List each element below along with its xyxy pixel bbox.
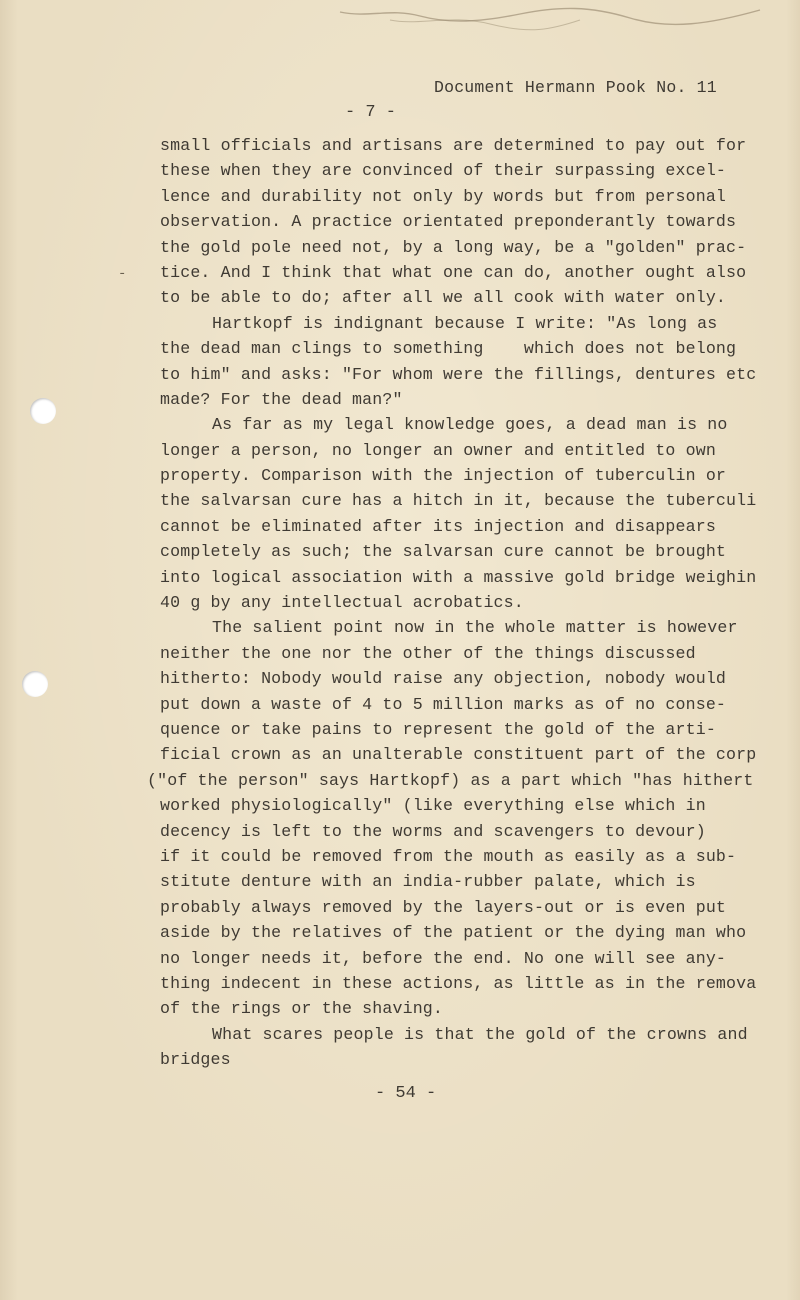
body-line: property. Comparison with the injection of tuberculin or — [160, 466, 727, 486]
body-line: into logical association with a massive gold bridge weighin — [160, 567, 757, 587]
body-line: observation. A practice orientated preponderantly towards — [160, 212, 737, 232]
body-line: neither the one nor the other of the things discussed — [160, 643, 696, 663]
body-line: lence and durability not only by words but from personal — [160, 186, 727, 206]
body-line: worked physiologically" (like everything else which in — [160, 796, 706, 816]
body-line: tice. And I think that what one can do, another ought also — [160, 262, 747, 282]
top-edge-marks — [330, 0, 770, 40]
body-line: hitherto: Nobody would raise any objection, nobody would — [160, 669, 727, 689]
punch-hole — [30, 398, 56, 424]
body-line: the salvarsan cure has a hitch in it, because the tuberculi — [160, 491, 757, 511]
body-line: if it could be removed from the mouth as easily as a sub- — [160, 846, 737, 866]
body-line: completely as such; the salvarsan cure cannot be brought — [160, 542, 727, 562]
body-line: to be able to do; after all we all cook with water only. — [160, 288, 727, 308]
body-line: quence or take pains to represent the gold of the arti- — [160, 719, 716, 739]
body-line: 40 g by any intellectual acrobatics. — [160, 593, 524, 613]
body-line: probably always removed by the layers-out or is even put — [160, 897, 727, 917]
body-line: of the rings or the shaving. — [160, 999, 444, 1019]
body-line: decency is left to the worms and scavengers to devour) — [160, 821, 706, 841]
body-line: the dead man clings to something which does not belong — [160, 339, 737, 359]
body-line: put down a waste of 4 to 5 million marks as of no conse- — [160, 694, 727, 714]
body-line: thing indecent in these actions, as little as in the remova — [160, 973, 757, 993]
body-line: longer a person, no longer an owner and entitled to own — [160, 440, 716, 460]
body-line: no longer needs it, before the end. No one will see any- — [160, 948, 727, 968]
document-reference: Document Hermann Pook No. 11 — [434, 78, 717, 97]
body-line: small officials and artisans are determined to pay out for — [160, 136, 747, 155]
body-line: As far as my legal knowledge goes, a dead man is no — [212, 415, 728, 435]
body-text — [147, 133, 780, 1072]
footer-page-number: - 54 - — [375, 1084, 437, 1103]
body-line: to him" and asks: "For whom were the fillings, dentures etc — [160, 364, 757, 384]
body-line: bridges — [160, 1050, 231, 1070]
body-line: Hartkopf is indignant because I write: "As long as — [212, 313, 718, 333]
body-line: aside by the relatives of the patient or the dying man who — [160, 923, 747, 943]
body-line: ("of the person" says Hartkopf) as a part which "has hithert — [147, 770, 754, 790]
body-line: the gold pole need not, by a long way, be a "golden" prac- — [160, 237, 747, 257]
page-marker: - 7 - — [345, 103, 397, 122]
body-line: stitute denture with an india-rubber palate, which is — [160, 872, 696, 892]
body-line: made? For the dead man?" — [160, 389, 403, 409]
body-line: What scares people is that the gold of the crowns and — [212, 1024, 748, 1044]
body-line: these when they are convinced of their surpassing excel- — [160, 161, 727, 181]
margin-mark: - — [118, 266, 127, 282]
body-line: cannot be eliminated after its injection and disappears — [160, 516, 716, 536]
body-line: ficial crown as an unalterable constituent part of the corp — [160, 745, 757, 765]
body-line: The salient point now in the whole matter is however — [212, 618, 738, 638]
punch-hole — [22, 671, 48, 697]
